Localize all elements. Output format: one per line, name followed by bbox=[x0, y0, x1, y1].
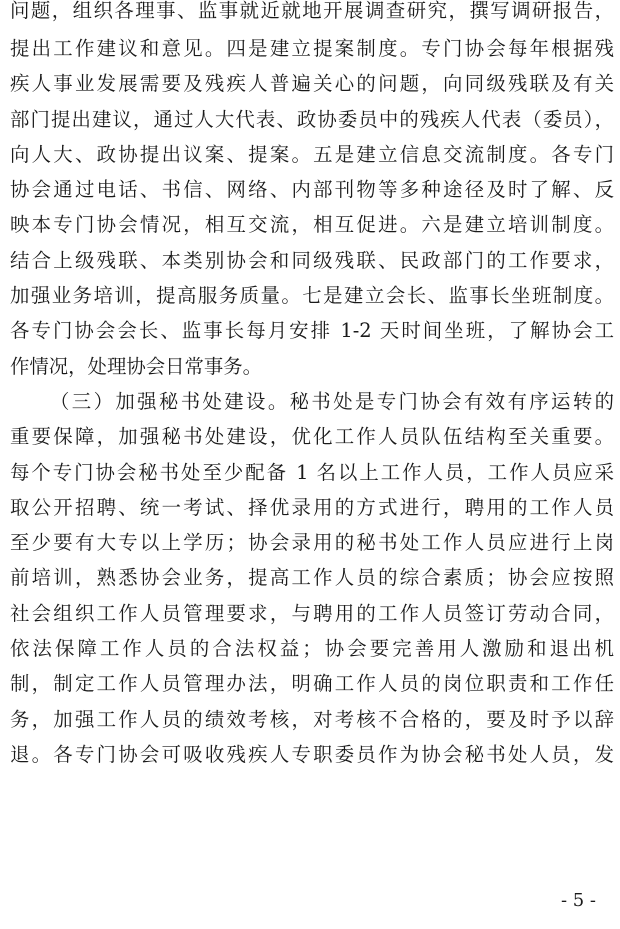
text-line: 前培训，熟悉协会业务，提高工作人员的综合素质；协会应按照 bbox=[10, 566, 614, 590]
section-heading-line: （三）加强秘书处建设。秘书处是专门协会有效有序运转的 bbox=[50, 389, 614, 413]
text-line: 制，制定工作人员管理办法，明确工作人员的岗位职责和工作任 bbox=[10, 672, 614, 696]
text-line: 加强业务培训，提高服务质量。七是建立会长、监事长坐班制度。 bbox=[10, 284, 614, 308]
text-line: 重要保障，加强秘书处建设，优化工作人员队伍结构至关重要。 bbox=[10, 425, 614, 449]
text-line: 取公开招聘、统一考试、择优录用的方式进行，聘用的工作人员 bbox=[10, 495, 614, 519]
text-line: 社会组织工作人员管理要求，与聘用的工作人员签订劳动合同， bbox=[10, 601, 614, 625]
text-line: 务，加强工作人员的绩效考核，对考核不合格的，要及时予以辞 bbox=[10, 707, 614, 731]
text-line: 各专门协会会长、监事长每月安排 1-2 天时间坐班，了解协会工 bbox=[10, 319, 614, 343]
text-line: 退。各专门协会可吸收残疾人专职委员作为协会秘书处人员，发 bbox=[10, 742, 614, 766]
text-line: 协会通过电话、书信、网络、内部刊物等多种途径及时了解、反 bbox=[10, 178, 614, 202]
text-line: 每个专门协会秘书处至少配备 1 名以上工作人员，工作人员应采 bbox=[10, 460, 614, 484]
text-line: 依法保障工作人员的合法权益；协会要完善用人激励和退出机 bbox=[10, 637, 614, 661]
text-line: 至少要有大专以上学历；协会录用的秘书处工作人员应进行上岗 bbox=[10, 531, 614, 555]
text-line: 疾人事业发展需要及残疾人普遍关心的问题，向同级残联及有关 bbox=[10, 72, 614, 96]
page-number: - 5 - bbox=[560, 890, 596, 911]
text-line: 向人大、政协提出议案、提案。五是建立信息交流制度。各专门 bbox=[10, 142, 614, 166]
text-line: 作情况，处理协会日常事务。 bbox=[10, 354, 263, 378]
text-line: 映本专门协会情况，相互交流，相互促进。六是建立培训制度。 bbox=[10, 213, 614, 237]
body-text bbox=[10, 0, 614, 772]
text-line: 部门提出建议，通过人大代表、政协委员中的残疾人代表（委员）， bbox=[10, 107, 614, 131]
text-line: 结合上级残联、本类别协会和同级残联、民政部门的工作要求， bbox=[10, 248, 614, 272]
text-line: 提出工作建议和意见。四是建立提案制度。专门协会每年根据残 bbox=[10, 37, 614, 60]
text-line: 问题，组织各理事、监事就近就地开展调查研究，撰写调研报告， bbox=[10, 0, 614, 22]
